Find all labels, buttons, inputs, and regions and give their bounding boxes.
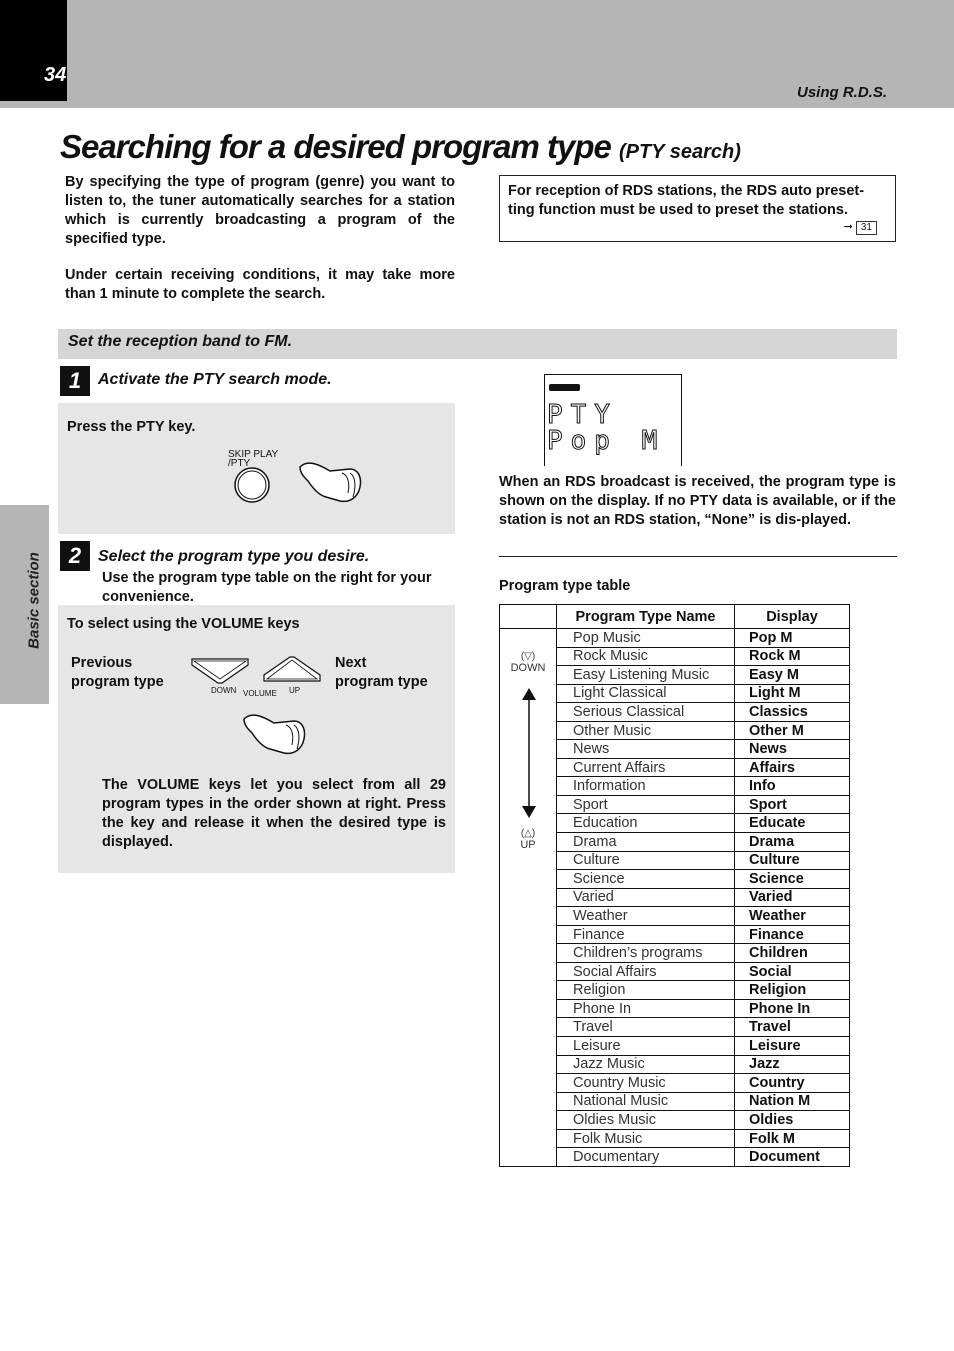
program-type-name: Finance <box>557 925 735 944</box>
program-type-name: Easy Listening Music <box>557 666 735 685</box>
previous-label-line-2: program type <box>71 674 164 690</box>
program-type-display: Rock M <box>735 647 850 666</box>
up-indicator <box>500 828 556 851</box>
program-type-display: Classics <box>735 703 850 722</box>
step-2-box <box>58 605 455 873</box>
divider <box>499 556 897 557</box>
program-type-display: Social <box>735 962 850 981</box>
program-type-display: Info <box>735 777 850 796</box>
program-type-display: Weather <box>735 907 850 926</box>
program-type-name: Leisure <box>557 1037 735 1056</box>
program-type-display: Finance <box>735 925 850 944</box>
program-type-name: Varied <box>557 888 735 907</box>
display-text <box>547 402 665 454</box>
program-type-name: Travel <box>557 1018 735 1037</box>
program-type-display: Folk M <box>735 1129 850 1148</box>
display-line-1: PTY <box>547 400 618 430</box>
program-type-name: Documentary <box>557 1148 735 1167</box>
program-type-name: Pop Music <box>557 629 735 648</box>
program-type-name: Serious Classical <box>557 703 735 722</box>
table-header-row <box>500 605 850 629</box>
display-line-2: Pop M <box>547 426 666 456</box>
next-label-line-2: program type <box>335 674 428 690</box>
note-text: For reception of RDS stations, the RDS auto preset-ting function must be used to preset the stations. <box>508 183 865 218</box>
next-label <box>335 654 428 692</box>
program-type-display: Nation M <box>735 1092 850 1111</box>
program-type-name: Social Affairs <box>557 962 735 981</box>
program-type-display: Drama <box>735 833 850 852</box>
title-main: Searching for a desired program type <box>60 128 611 165</box>
program-type-name: Folk Music <box>557 1129 735 1148</box>
program-type-name: Information <box>557 777 735 796</box>
title-sub: (PTY search) <box>619 141 741 163</box>
previous-label-line-1: Previous <box>71 655 133 671</box>
up-key-label: UP <box>289 686 301 695</box>
pointing-hand-icon <box>298 457 364 505</box>
program-type-display: Affairs <box>735 758 850 777</box>
table-caption: Program type table <box>499 578 631 594</box>
program-type-table <box>499 604 850 1167</box>
program-type-name: Weather <box>557 907 735 926</box>
side-tab-label: Basic section <box>25 552 43 649</box>
program-type-display: Science <box>735 870 850 889</box>
program-type-display: Light M <box>735 684 850 703</box>
volume-key-label: VOLUME <box>243 689 277 698</box>
step-2-number: 2 <box>60 541 90 571</box>
note-box <box>499 175 896 242</box>
program-type-name: Science <box>557 870 735 889</box>
program-type-display: News <box>735 740 850 759</box>
step-1-title: Activate the PTY search mode. <box>98 371 332 388</box>
page-number: 34 <box>44 64 67 86</box>
program-type-display: Travel <box>735 1018 850 1037</box>
program-type-display: Other M <box>735 721 850 740</box>
arrow-right-icon: ➞ <box>843 221 853 233</box>
up-symbol: (△) <box>520 828 536 839</box>
key-label-bottom: /PTY <box>228 458 251 469</box>
page-title <box>60 128 741 166</box>
press-instruction: Press the PTY key. <box>67 419 196 435</box>
program-type-display: Document <box>735 1148 850 1167</box>
program-type-display: Children <box>735 944 850 963</box>
down-key-label: DOWN <box>211 686 237 695</box>
pointing-hand-icon <box>242 709 308 757</box>
intro-paragraph-2: Under certain receiving conditions, it may take more than 1 minute to complete the search. <box>65 267 455 302</box>
program-type-name: National Music <box>557 1092 735 1111</box>
arrow-header-cell <box>500 605 557 629</box>
program-type-display: Varied <box>735 888 850 907</box>
intro-paragraph-1: By specifying the type of program (genre) you want to listen to, the tuner automatically searches for a station which is currently broadcasting a program of the specified type. <box>65 174 455 247</box>
program-type-display: Phone In <box>735 999 850 1018</box>
step-1-box <box>58 403 455 534</box>
volume-keys-icon <box>190 655 325 687</box>
pty-key-icon <box>233 466 273 506</box>
program-type-name: Rock Music <box>557 647 735 666</box>
program-type-display: Culture <box>735 851 850 870</box>
rds-description: When an RDS broadcast is received, the program type is shown on the display. If no PTY data is available, or if the station is not an RDS station, “None” is dis-played. <box>499 474 896 528</box>
next-label-line-1: Next <box>335 655 367 671</box>
program-type-display: Religion <box>735 981 850 1000</box>
column-header-name: Program Type Name <box>557 605 735 629</box>
program-type-display: Educate <box>735 814 850 833</box>
program-type-name: Light Classical <box>557 684 735 703</box>
program-type-name: Religion <box>557 981 735 1000</box>
program-type-name: Sport <box>557 795 735 814</box>
program-type-name: Other Music <box>557 721 735 740</box>
program-type-name: Children’s programs <box>557 944 735 963</box>
program-type-display: Country <box>735 1074 850 1093</box>
page-reference-number: 31 <box>856 221 877 235</box>
program-type-name: News <box>557 740 735 759</box>
display-indicator <box>549 384 580 391</box>
volume-description: The VOLUME keys let you select from all 29 program types in the order shown at right. Press the key and release it when the desired type is displayed. <box>102 777 446 850</box>
program-type-display: Sport <box>735 795 850 814</box>
table-row <box>500 629 850 648</box>
program-type-name: Phone In <box>557 999 735 1018</box>
page-reference <box>844 220 877 235</box>
program-type-display: Pop M <box>735 629 850 648</box>
program-type-name: Current Affairs <box>557 758 735 777</box>
program-type-name: Country Music <box>557 1074 735 1093</box>
program-type-display: Leisure <box>735 1037 850 1056</box>
program-type-display: Oldies <box>735 1111 850 1130</box>
step-2-title: Select the program type you desire. <box>98 548 370 565</box>
program-type-name: Culture <box>557 851 735 870</box>
section-bar <box>58 329 897 359</box>
down-indicator <box>500 651 556 674</box>
column-header-display: Display <box>735 605 850 629</box>
program-type-display: Easy M <box>735 666 850 685</box>
program-type-name: Drama <box>557 833 735 852</box>
volume-heading: To select using the VOLUME keys <box>67 616 300 632</box>
pty-display <box>544 374 682 466</box>
step-2-description: Use the program type table on the right for your convenience. <box>102 570 432 605</box>
key-label-top: SKIP PLAY <box>228 449 279 460</box>
up-text: UP <box>520 839 536 851</box>
program-type-name: Education <box>557 814 735 833</box>
double-arrow-icon <box>520 686 538 820</box>
program-type-name: Jazz Music <box>557 1055 735 1074</box>
running-title: Using R.D.S. <box>797 84 888 101</box>
program-type-name: Oldies Music <box>557 1111 735 1130</box>
down-symbol: (▽) <box>520 651 536 662</box>
program-type-display: Jazz <box>735 1055 850 1074</box>
step-1-number: 1 <box>60 366 90 396</box>
section-bar-label: Set the reception band to FM. <box>68 333 293 350</box>
previous-label <box>71 654 164 692</box>
down-text: DOWN <box>510 662 546 674</box>
